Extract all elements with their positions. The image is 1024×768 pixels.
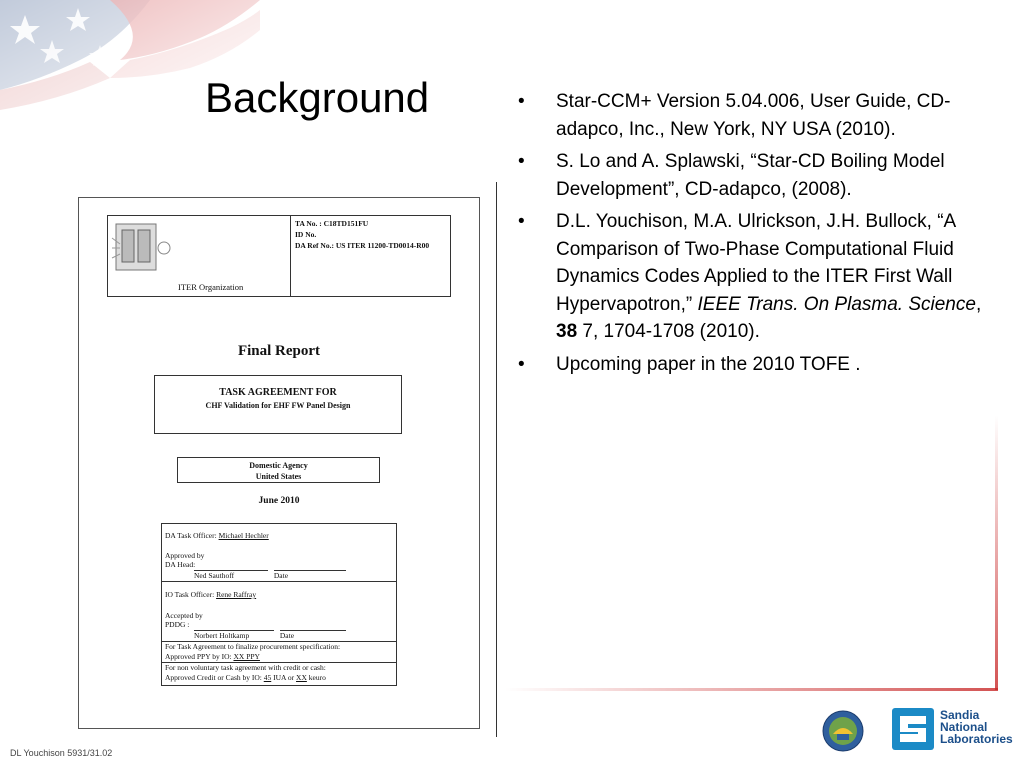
accent-edge-right [995, 415, 998, 690]
country-label: United States [255, 472, 302, 481]
task-agreement-box [154, 375, 402, 434]
reference-list [518, 88, 988, 383]
domestic-agency-box [177, 457, 380, 483]
da-reference: DA Ref No.: US ITER 11200-TD0014-R00 [295, 241, 430, 250]
final-report-heading: Final Report [237, 343, 321, 359]
slide-title: Background [205, 74, 430, 121]
reference-item: • S. Lo and A. Splawski, “Star-CD Boiling Model Development”, CD-adapco, (2008). [518, 151, 945, 200]
procurement-row: For Task Agreement to finalize procurement specification: Approved PPY by IO: XX PPY [162, 642, 396, 663]
domestic-agency-label: Domestic Agency [249, 461, 308, 470]
io-signature-row: IO Task Officer: Rene Raffray Accepted by PDDG : Norbert Holtkamp Date [162, 582, 396, 642]
reference-item: • Star-CCM+ Version 5.04.006, User Guide, CD-adapco, Inc., New York, NY USA (2010). [518, 91, 951, 140]
iter-org-label: ITER Organization [178, 282, 244, 292]
signature-table [161, 523, 397, 686]
task-title: CHF Validation for EHF FW Panel Design [205, 401, 351, 410]
report-header-right [291, 216, 450, 296]
id-number: ID No. [295, 230, 317, 239]
da-signature-row: DA Task Officer: Michael Hechler Approved by DA Head: Ned Sauthoff Date [162, 524, 396, 582]
report-date: June 2010 [258, 496, 300, 506]
report-cover-image [78, 197, 480, 729]
doe-seal-logo [822, 710, 864, 752]
reference-item: • D.L. Youchison, M.A. Ulrickson, J.H. Bullock, “A Comparison of Two-Phase Computational Fluid Dynamics Codes Applied to the ITER First Wall Hypervapotron,” IEEE Trans. On Plasma. Science, 38 7, 1704-1708 (2010). [518, 211, 982, 342]
footer-text: DL Youchison 5931/31.02 [10, 748, 113, 758]
sandia-logo-icon [892, 708, 934, 750]
divider-line [496, 182, 497, 737]
task-agreement-label: TASK AGREEMENT FOR [219, 387, 337, 398]
report-header [107, 215, 451, 297]
reference-item: • Upcoming paper in the 2010 TOFE . [518, 353, 861, 375]
credit-row: For non voluntary task agreement with credit or cash: Approved Credit or Cash by IO: 45 IUA or XX keuro [165, 663, 326, 682]
sandia-logo-text: Sandia National Laboratories [940, 708, 1013, 746]
accent-edge-bottom [505, 688, 998, 691]
report-header-left [108, 216, 291, 296]
ta-number: TA No. : C18TD151FU [295, 219, 369, 228]
iter-machine-illustration [108, 218, 178, 280]
